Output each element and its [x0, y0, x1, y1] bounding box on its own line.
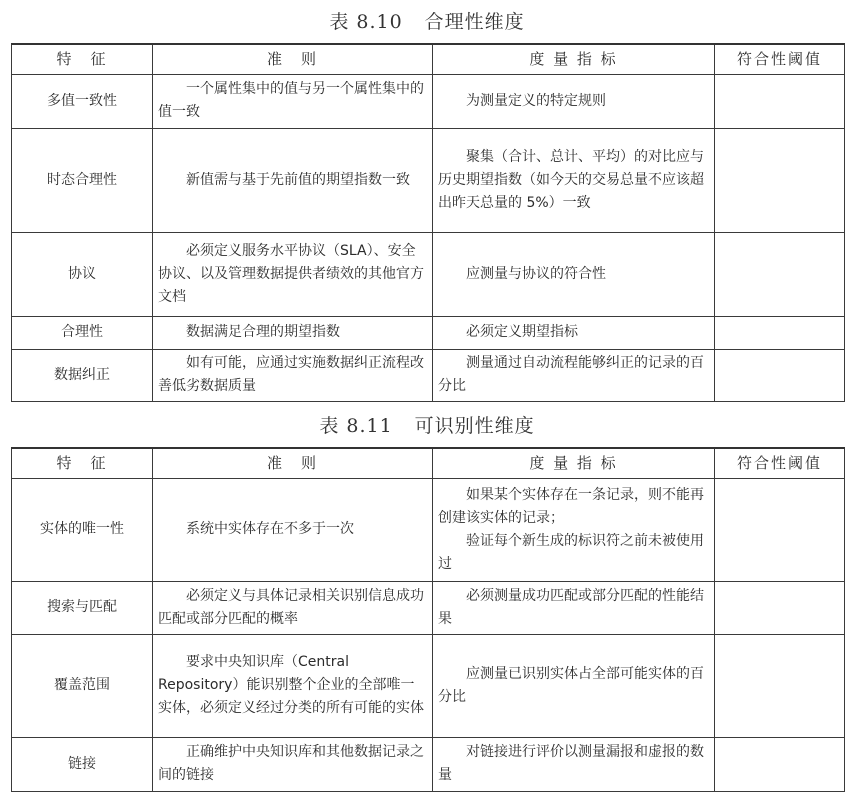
feature-cell: 数据纠正 [12, 349, 153, 401]
metric-cell: 必须测量成功匹配或部分匹配的性能结果 [433, 581, 715, 634]
header-feature: 特 征 [12, 44, 153, 74]
header-metric: 度 量 指 标 [433, 448, 715, 478]
threshold-cell [715, 74, 845, 128]
table-caption [0, 7, 854, 34]
metric-cell [433, 478, 715, 581]
header-metric: 度 量 指 标 [433, 44, 715, 74]
threshold-cell [715, 478, 845, 581]
table-title: 可识别性维度 [414, 415, 535, 437]
metric-cell: 测量通过自动流程能够纠正的记录的百分比 [433, 349, 715, 401]
metric-cell: 聚集（合计、总计、平均）的对比应与历史期望指数（如今天的交易总量不应该超出昨天总量的 5%）一致 [433, 128, 715, 232]
table-row [12, 316, 845, 349]
feature-cell: 实体的唯一性 [12, 478, 153, 581]
header-criterion: 准 则 [153, 44, 433, 74]
table-row [12, 634, 845, 737]
feature-cell: 合理性 [12, 316, 153, 349]
criterion-cell: 系统中实体存在不多于一次 [153, 478, 433, 581]
header-threshold: 符合性阈值 [715, 448, 845, 478]
metric-cell: 必须定义期望指标 [433, 316, 715, 349]
criterion-cell: 必须定义与具体记录相关识别信息成功匹配或部分匹配的概率 [153, 581, 433, 634]
criterion-cell: 数据满足合理的期望指数 [153, 316, 433, 349]
criterion-cell: 新值需与基于先前值的期望指数一致 [153, 128, 433, 232]
threshold-cell [715, 128, 845, 232]
metric-cell: 应测量已识别实体占全部可能实体的百分比 [433, 634, 715, 737]
table-row [12, 74, 845, 128]
feature-cell: 多值一致性 [12, 74, 153, 128]
criterion-cell: 一个属性集中的值与另一个属性集中的值一致 [153, 74, 433, 128]
table-row [12, 737, 845, 791]
header-threshold: 符合性阈值 [715, 44, 845, 74]
table-caption [0, 411, 854, 438]
feature-cell: 覆盖范围 [12, 634, 153, 737]
metric-cell: 为测量定义的特定规则 [433, 74, 715, 128]
feature-cell: 协议 [12, 232, 153, 316]
table-row [12, 581, 845, 634]
table-row [12, 478, 845, 581]
feature-cell: 时态合理性 [12, 128, 153, 232]
table-row [12, 128, 845, 232]
identifiability-table [11, 447, 845, 792]
table-title: 合理性维度 [424, 11, 525, 33]
threshold-cell [715, 634, 845, 737]
reasonableness-table [11, 43, 845, 402]
metric-line: 验证每个新生成的标识符之前未被使用过 [438, 532, 704, 572]
table-number: 表 8.10 [329, 11, 403, 33]
metric-line: 如果某个实体存在一条记录，则不能再创建该实体的记录； [438, 486, 704, 526]
threshold-cell [715, 349, 845, 401]
feature-cell: 链接 [12, 737, 153, 791]
header-criterion: 准 则 [153, 448, 433, 478]
header-feature: 特 征 [12, 448, 153, 478]
threshold-cell [715, 581, 845, 634]
criterion-cell: 要求中央知识库（Central Repository）能识别整个企业的全部唯一实体，必须定义经过分类的所有可能的实体 [153, 634, 433, 737]
criterion-cell: 正确维护中央知识库和其他数据记录之间的链接 [153, 737, 433, 791]
feature-cell: 搜索与匹配 [12, 581, 153, 634]
criterion-cell: 必须定义服务水平协议（SLA）、安全协议、以及管理数据提供者绩效的其他官方文档 [153, 232, 433, 316]
metric-cell: 应测量与协议的符合性 [433, 232, 715, 316]
table-row [12, 232, 845, 316]
threshold-cell [715, 737, 845, 791]
criterion-cell: 如有可能，应通过实施数据纠正流程改善低劣数据质量 [153, 349, 433, 401]
header-row [12, 448, 845, 478]
threshold-cell [715, 316, 845, 349]
table-row [12, 349, 845, 401]
metric-cell: 对链接进行评价以测量漏报和虚报的数量 [433, 737, 715, 791]
header-row [12, 44, 845, 74]
table-number: 表 8.11 [319, 415, 393, 437]
threshold-cell [715, 232, 845, 316]
